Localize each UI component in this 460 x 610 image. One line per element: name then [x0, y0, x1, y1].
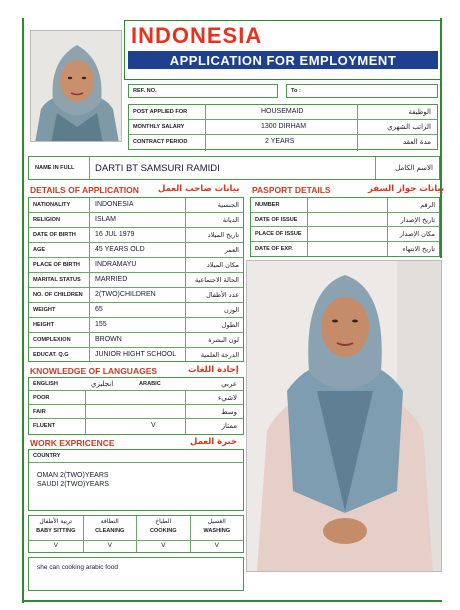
passport-row-label: PLACE OF ISSUE — [255, 231, 302, 237]
skill-label-ar: الغسيل — [207, 518, 226, 525]
salary-label-ar: الراتب الشهري — [387, 123, 431, 131]
arabic-label: ARABIC — [139, 381, 161, 387]
details-row — [29, 213, 243, 228]
english-label-ar: انجليزي — [91, 380, 114, 388]
salary-label: MONTHLY SALARY — [133, 124, 185, 130]
details-row-label: COMPLEXION — [33, 337, 71, 343]
post-col-divider — [205, 105, 206, 151]
portrait-photo — [30, 30, 122, 142]
ref-no-box — [128, 84, 278, 98]
header-box — [124, 20, 442, 80]
details-row-value: 155 — [95, 321, 107, 328]
details-row-label: RELIGION — [33, 217, 61, 223]
post-label-ar: الوظيفة — [408, 108, 431, 116]
details-row-label: EDUCAT. Q.G — [33, 352, 69, 358]
language-level-label: FAIR — [33, 409, 46, 415]
contract-value: 2 YEARS — [265, 138, 295, 145]
details-row — [29, 333, 243, 348]
work-entry: SAUDI 2(TWO)YEARS — [37, 481, 109, 488]
skill-mark: V — [84, 540, 137, 549]
name-divider — [89, 157, 90, 179]
to-label: To : — [291, 88, 301, 94]
passport-row-label-ar: الرقم — [420, 201, 435, 209]
language-row — [29, 391, 243, 405]
salary-row — [129, 120, 437, 135]
languages-title: KNOWLEDGE OF LANGUAGES — [30, 366, 158, 376]
to-box — [286, 84, 438, 98]
skill-column — [190, 516, 244, 552]
languages-title-ar: إجادة اللغات — [188, 365, 239, 375]
passport-row-label: DATE OF EXP. — [255, 245, 293, 252]
skill-label: WASHING — [203, 528, 231, 534]
post-value: HOUSEMAID — [261, 108, 304, 115]
skill-column — [29, 516, 83, 552]
details-row-value: BROWN — [95, 336, 122, 343]
details-row-value: INDONESIA — [95, 201, 134, 208]
skill-label-ar: تربية الأطفال — [39, 518, 73, 525]
passport-row-label-ar: تاريخ الانتهاء — [402, 244, 435, 253]
details-row-value: INDRAMAYU — [95, 261, 137, 268]
arabic-label-ar: عربي — [221, 380, 237, 388]
skill-mark: V — [29, 540, 83, 549]
passport-row-label-ar: تاريخ الإصدار — [400, 215, 435, 224]
details-row-label-ar: العمر — [224, 246, 239, 254]
details-row-value: ISLAM — [95, 216, 117, 223]
details-row-label-ar: الدرجة العلمية — [200, 351, 239, 359]
details-row-label-ar: مكان الميلاد — [206, 261, 239, 269]
name-row — [28, 156, 440, 180]
details-title: DETAILS OF APPLICATION — [30, 185, 139, 195]
details-row-value: JUNIOR HIGHT SCHOOL — [95, 351, 177, 358]
details-row — [29, 348, 243, 363]
details-row-label: DATE OF BIRTH — [33, 232, 76, 238]
skill-column — [136, 516, 190, 552]
details-row-label-ar: الطول — [221, 321, 239, 329]
details-row-label: WEIGHT — [33, 307, 56, 313]
details-row-label-ar: الحالة الاجتماعية — [194, 276, 239, 284]
details-row-value: 16 JUL 1979 — [95, 231, 135, 238]
left-border-line — [22, 18, 24, 603]
english-label: ENGLISH — [33, 381, 58, 387]
details-row-label-ar: الوزن — [223, 306, 239, 314]
languages-header-row — [29, 378, 243, 391]
passport-row — [251, 242, 439, 257]
details-row-label-ar: الجنسية — [217, 201, 239, 209]
details-table — [28, 197, 244, 362]
details-row — [29, 318, 243, 333]
details-row-label-ar: عدد الأطفال — [206, 291, 239, 299]
salary-value: 1300 DIRHAM — [261, 123, 307, 130]
details-row — [29, 288, 243, 303]
skill-label-ar: النظافة — [100, 518, 119, 525]
skill-label: CLEANING — [95, 528, 125, 534]
details-row — [29, 243, 243, 258]
country-label: COUNTRY — [33, 453, 61, 459]
language-row — [29, 405, 243, 419]
post-col-divider-2 — [357, 105, 358, 151]
contract-row — [129, 135, 437, 150]
portrait-photo-graphic — [31, 31, 122, 142]
details-row-label-ar: تاريخ الميلاد — [207, 231, 239, 239]
passport-row — [251, 213, 439, 228]
passport-table — [250, 197, 440, 257]
ref-no-label: REF. NO. — [133, 88, 157, 94]
details-row-label: AGE — [33, 247, 46, 253]
details-row-value: 45 YEARS OLD — [95, 246, 145, 253]
name-label: NAME IN FULL — [35, 165, 75, 171]
post-table — [128, 104, 438, 150]
language-level-label-ar: ممتاز — [221, 422, 237, 430]
passport-row-label: NUMBER — [255, 202, 280, 208]
details-row-label: NO. OF CHILDREN — [33, 292, 83, 298]
country-title: INDONESIA — [131, 23, 263, 48]
work-title-ar: خبرة العمل — [190, 437, 238, 447]
skill-label: BABY SITTING — [36, 528, 76, 534]
skill-label: COOKING — [149, 528, 177, 534]
passport-row — [251, 198, 439, 213]
passport-title-ar: بيانات جواز السفر — [368, 184, 445, 194]
details-row — [29, 273, 243, 288]
full-body-photo — [246, 260, 442, 572]
details-row-label-ar: الديانة — [222, 216, 239, 224]
details-row — [29, 228, 243, 243]
details-row — [29, 258, 243, 273]
contract-label-ar: مدة العقد — [403, 138, 431, 146]
country-header-row — [29, 450, 243, 463]
language-level-label: FLUENT — [33, 423, 56, 429]
language-level-label-ar: لاشيء — [218, 394, 237, 402]
post-row — [129, 105, 437, 120]
contract-label: CONTRACT PERIOD — [133, 139, 188, 145]
passport-row — [251, 227, 439, 242]
details-row-value: MARRIED — [95, 276, 128, 283]
passport-title: PASPORT DETAILS — [252, 185, 331, 195]
remarks-text: she can cooking arabic food — [37, 564, 118, 571]
details-title-ar: بيانات صاحب العمل — [158, 184, 240, 194]
details-row-label: PLACE OF BIRTH — [33, 262, 80, 268]
passport-row-label-ar: مكان الإصدار — [399, 230, 435, 238]
language-row — [29, 419, 243, 433]
name-divider-2 — [375, 157, 376, 179]
languages-table — [28, 377, 244, 435]
details-row-value: 2(TWO)CHILDREN — [95, 291, 156, 298]
skill-mark: V — [137, 540, 190, 549]
remarks-box — [28, 557, 244, 591]
details-row-label: MARITAL STATUS — [33, 277, 81, 283]
details-row — [29, 198, 243, 213]
bottom-border-line — [22, 600, 442, 602]
form-title: APPLICATION FOR EMPLOYMENT — [169, 52, 397, 68]
work-entry: OMAN 2(TWO)YEARS — [37, 472, 109, 479]
name-label-ar: الاسم الكامل — [395, 164, 433, 172]
skill-mark: V — [191, 540, 244, 549]
work-table — [28, 449, 244, 511]
details-row — [29, 303, 243, 318]
details-row-value: 65 — [95, 306, 103, 313]
details-row-label: HEIGHT — [33, 322, 55, 328]
skills-table — [28, 515, 244, 553]
details-row-label: NATIONALITY — [33, 202, 71, 208]
name-value: DARTI BT SAMSURI RAMIDI — [95, 163, 220, 174]
arabic-mark: V — [151, 422, 156, 429]
skill-column — [83, 516, 137, 552]
work-title: WORK EXPRICENCE — [30, 438, 115, 448]
language-level-label-ar: وسط — [221, 408, 237, 416]
form-title-bar — [128, 51, 438, 69]
passport-row-label: DATE OF ISSUE — [255, 216, 298, 223]
details-row-label-ar: لون البشرة — [208, 336, 239, 344]
post-label: POST APPLIED FOR — [133, 109, 188, 115]
skill-label-ar: الطباخ — [155, 518, 172, 525]
full-body-photo-graphic — [247, 261, 442, 572]
language-level-label: POOR — [33, 395, 50, 401]
